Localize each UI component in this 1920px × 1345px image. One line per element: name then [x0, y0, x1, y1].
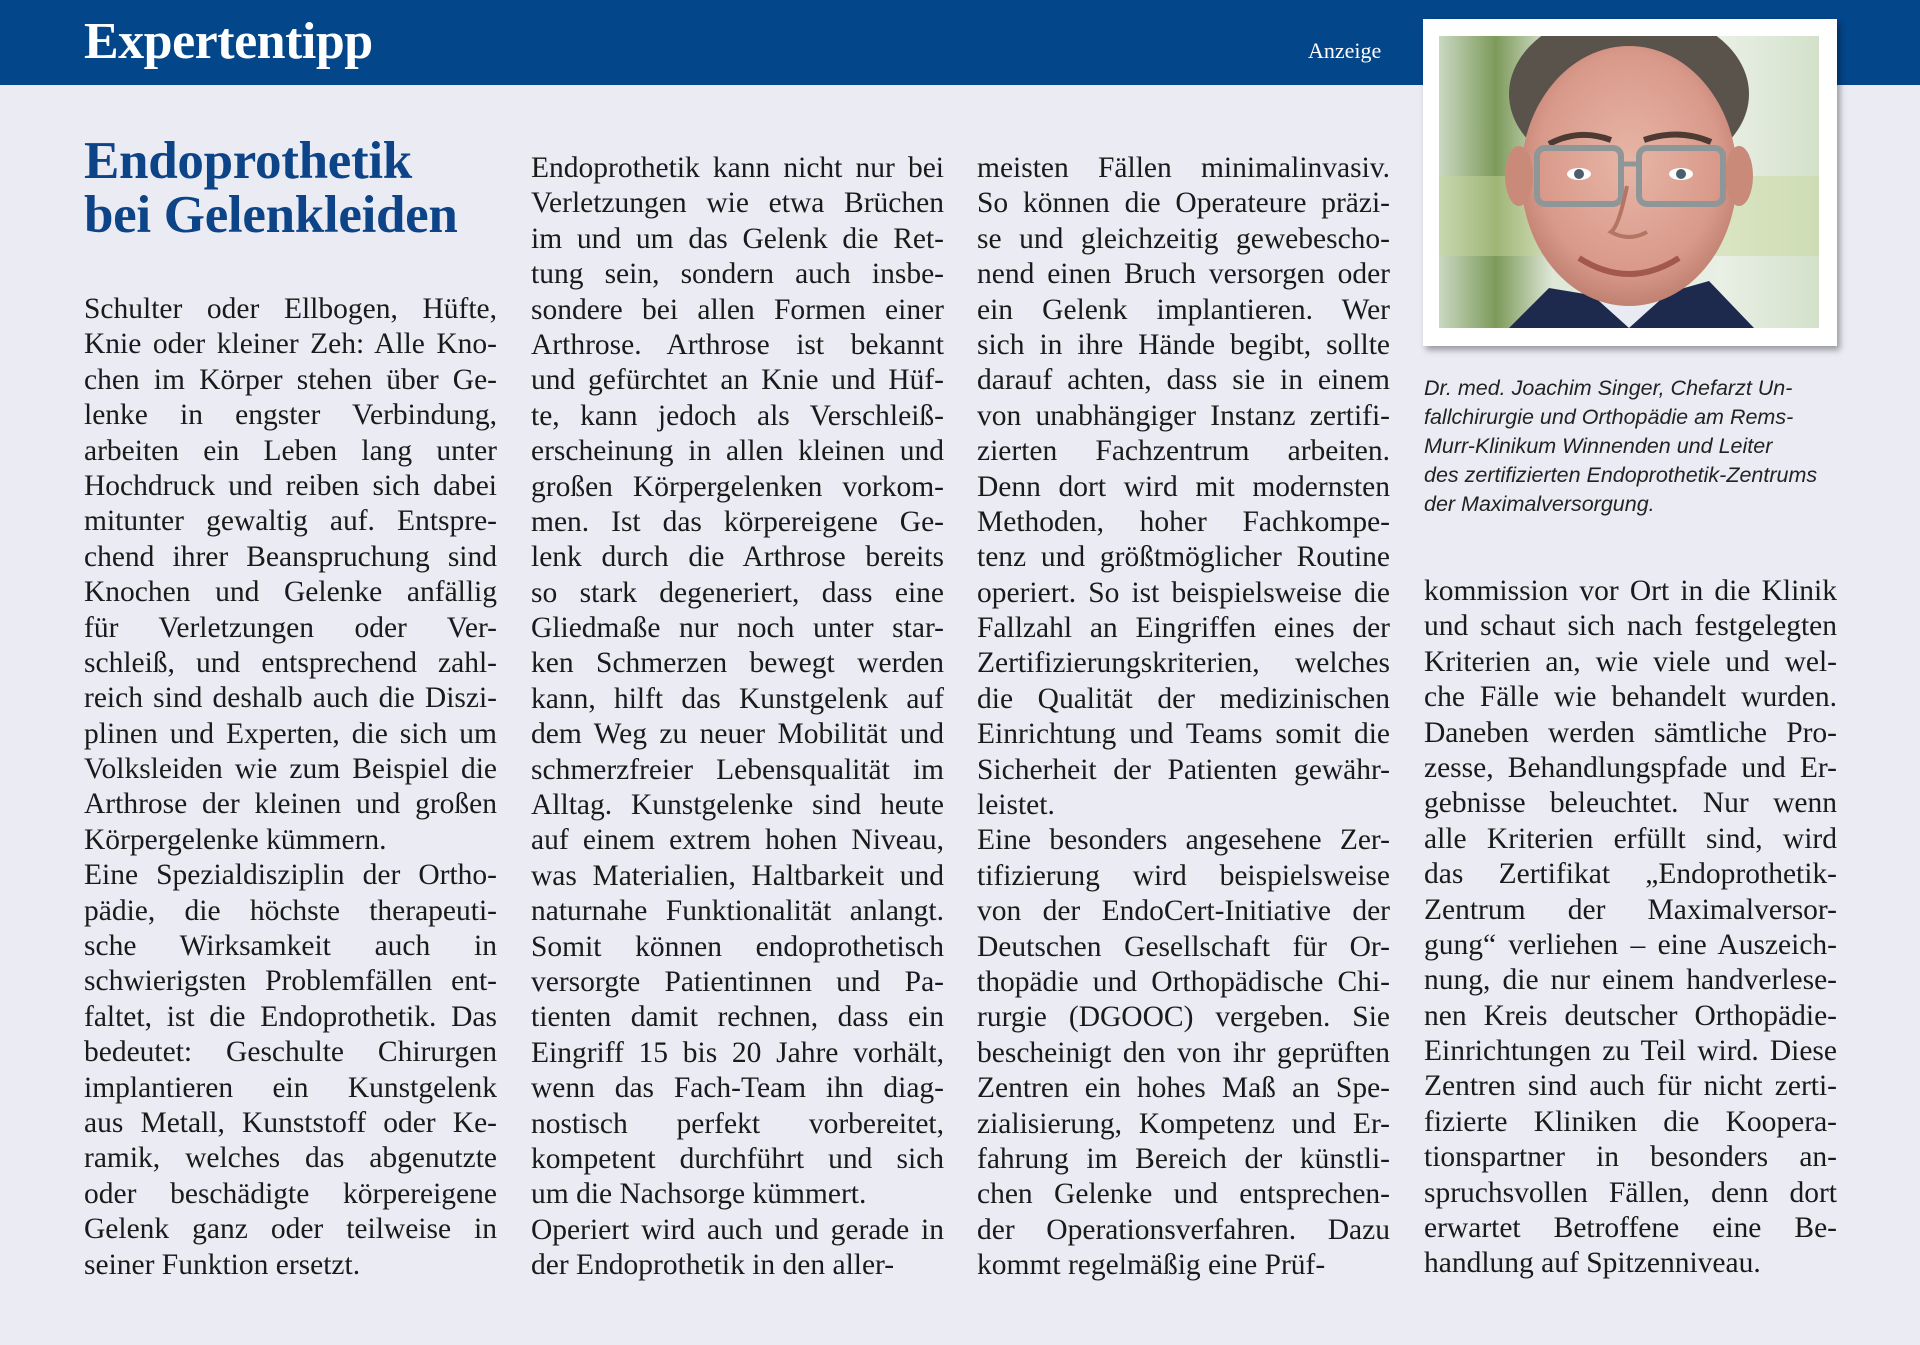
section-title: Expertentipp: [84, 13, 373, 70]
text-line: darauf achten, dass sie in einem: [977, 364, 1390, 397]
text-line: Kriterien an, wie viele und wel-: [1424, 645, 1837, 678]
text-line: bedeutet: Geschulte Chirurgen: [84, 1036, 497, 1069]
text-line: chen im Körper stehen über Ge-: [84, 363, 497, 396]
headline-line: Endoprothetik: [84, 132, 412, 190]
text-line: implantieren ein Kunstgelenk: [84, 1071, 497, 1104]
article-column-2: [531, 151, 944, 1284]
text-line: seiner Funktion ersetzt.: [84, 1248, 361, 1281]
text-line: Methoden, hoher Fachkompe-: [977, 505, 1390, 538]
text-line: naturnahe Funktionalität anlangt.: [531, 895, 944, 928]
text-line: Zentrum der Maximalversor-: [1424, 893, 1837, 926]
text-line: tifizierung wird beispielsweise: [977, 859, 1390, 892]
text-line: das Zertifikat „Endoprothetik-: [1424, 858, 1837, 891]
text-line: tionspartner in besonders an-: [1424, 1141, 1837, 1174]
text-line: handlung auf Spitzenniveau.: [1424, 1247, 1761, 1280]
text-line: Daneben werden sämtliche Pro-: [1424, 716, 1837, 749]
text-line: wenn das Fach-Team ihn diag-: [531, 1072, 944, 1105]
text-line: Denn dort wird mit modernsten: [977, 470, 1390, 503]
text-line: sich in ihre Hände begibt, sollte: [977, 328, 1390, 361]
portrait-photo-icon: [1439, 36, 1819, 328]
portrait-frame: [1423, 19, 1837, 346]
text-line: die Qualität der medizinischen: [977, 682, 1390, 715]
text-line: auf einem extrem hohen Niveau,: [531, 824, 944, 857]
text-line: um die Nachsorge kümmert.: [531, 1178, 867, 1211]
text-line: der Endoprothetik in den aller-: [531, 1249, 895, 1282]
caption-line: fallchirurgie und Orthopädie am Rems-: [1424, 405, 1794, 429]
text-line: Knochen und Gelenke anfällig: [84, 576, 497, 609]
article-column-1: [84, 292, 497, 1283]
portrait-caption: [1424, 374, 1844, 519]
text-line: zialisierung, Kompetenz und Er-: [977, 1107, 1390, 1140]
text-line: So können die Operateure präzi-: [977, 187, 1390, 220]
text-line: te, kann jedoch als Verschleiß-: [531, 399, 944, 432]
text-line: erwartet Betroffene eine Be-: [1424, 1212, 1837, 1245]
text-line: Eine Spezialdisziplin der Ortho-: [84, 859, 497, 892]
text-line: nung, die nur einem handverlese-: [1424, 964, 1837, 997]
advertisement-label: Anzeige: [1308, 38, 1382, 63]
text-line: mitunter gewaltig auf. Entspre-: [84, 505, 497, 538]
text-line: leistet.: [977, 789, 1055, 822]
text-line: sondere bei allen Formen einer: [531, 293, 944, 326]
text-line: kommt regelmäßig eine Prüf-: [977, 1249, 1326, 1282]
text-line: Zentren ein hohes Maß an Spe-: [977, 1072, 1390, 1105]
text-line: che Fälle wie behandelt wurden.: [1424, 681, 1837, 714]
text-line: tenz und größtmöglicher Routine: [977, 541, 1390, 574]
caption-line: des zertifizierten Endoprothetik-Zentrums: [1424, 463, 1818, 487]
text-line: kann, hilft das Kunstgelenk auf: [531, 682, 944, 715]
text-line: was Materialien, Haltbarkeit und: [531, 859, 944, 892]
text-line: lenke in engster Verbindung,: [84, 399, 497, 432]
text-line: Alltag. Kunstgelenke sind heute: [531, 789, 944, 822]
text-line: Operiert wird auch und gerade in: [531, 1213, 944, 1246]
text-line: versorgte Patientinnen und Pa-: [531, 965, 944, 998]
headline-line: bei Gelenkleiden: [84, 186, 458, 244]
text-line: großen Körpergelenken vorkom-: [531, 470, 944, 503]
article-headline: [84, 134, 458, 242]
text-line: zesse, Behandlungspfade und Er-: [1424, 751, 1837, 784]
text-line: Körpergelenke kümmern.: [84, 823, 387, 856]
text-line: Arthrose. Arthrose ist bekannt: [531, 328, 944, 361]
text-line: der Operationsverfahren. Dazu: [977, 1213, 1390, 1246]
text-line: meisten Fällen minimalinvasiv.: [977, 152, 1390, 184]
article-column-4: [1424, 574, 1837, 1282]
text-line: tienten damit rechnen, dass ein: [531, 1001, 944, 1034]
text-line: Gliedmaße nur noch unter star-: [531, 612, 944, 645]
text-line: arbeiten ein Leben lang unter: [84, 434, 497, 467]
text-line: bescheinigt den von ihr geprüften: [977, 1036, 1390, 1069]
text-line: sche Wirksamkeit auch in: [84, 930, 497, 963]
text-line: Einrichtungen zu Teil wird. Diese: [1424, 1035, 1837, 1068]
text-line: Fallzahl an Eingriffen eines der: [977, 612, 1390, 645]
text-line: und gefürchtet an Knie und Hüf-: [531, 364, 944, 397]
text-line: Endoprothetik kann nicht nur bei: [531, 152, 944, 184]
text-line: kompetent durchführt und sich: [531, 1142, 944, 1175]
text-line: gung“ verliehen – eine Auszeich-: [1424, 928, 1837, 961]
text-line: dem Weg zu neuer Mobilität und: [531, 718, 944, 751]
article-column-3: [977, 151, 1390, 1284]
text-line: erscheinung in allen kleinen und: [531, 435, 944, 468]
text-line: zierten Fachzentrum arbeiten.: [977, 435, 1390, 468]
text-line: lenk durch die Arthrose bereits: [531, 541, 944, 574]
text-line: chen Gelenke und entsprechen-: [977, 1178, 1390, 1211]
text-line: Zertifizierungskriterien, welches: [977, 647, 1390, 680]
text-line: fahrung im Bereich der künstli-: [977, 1142, 1390, 1175]
text-line: und schaut sich nach festgelegten: [1424, 610, 1837, 643]
text-line: ein Gelenk implantieren. Wer: [977, 293, 1390, 326]
text-line: thopädie und Orthopädische Chi-: [977, 965, 1390, 998]
text-line: kommission vor Ort in die Klinik: [1424, 575, 1837, 607]
text-line: operiert. So ist beispielsweise die: [977, 576, 1390, 609]
text-line: tung sein, sondern auch insbe-: [531, 258, 944, 291]
text-line: Eine besonders angesehene Zer-: [977, 824, 1390, 857]
text-line: von der EndoCert-Initiative der: [977, 895, 1390, 928]
text-line: Schulter oder Ellbogen, Hüfte,: [84, 293, 497, 325]
text-line: so stark degeneriert, dass eine: [531, 576, 944, 609]
text-line: schleiß, und entsprechend zahl-: [84, 646, 497, 679]
text-line: rurgie (DGOOC) vergeben. Sie: [977, 1001, 1390, 1034]
text-line: nend einen Bruch versorgen oder: [977, 258, 1390, 291]
caption-line: Murr-Klinikum Winnenden und Leiter: [1424, 434, 1773, 458]
text-line: faltet, ist die Endoprothetik. Das: [84, 1000, 497, 1033]
text-line: se und gleichzeitig gewebescho-: [977, 222, 1390, 255]
text-line: Deutschen Gesellschaft für Or-: [977, 930, 1390, 963]
text-line: Sicherheit der Patienten gewähr-: [977, 753, 1390, 786]
text-line: ken Schmerzen bewegt werden: [531, 647, 944, 680]
text-line: aus Metall, Kunststoff oder Ke-: [84, 1106, 497, 1139]
text-line: men. Ist das körpereigene Ge-: [531, 505, 944, 538]
text-line: oder beschädigte körpereigene: [84, 1177, 497, 1210]
caption-line: der Maximalversorgung.: [1424, 492, 1655, 516]
text-line: Einrichtung und Teams somit die: [977, 718, 1390, 751]
text-line: nostisch perfekt vorbereitet,: [531, 1107, 944, 1140]
text-line: Somit können endoprothetisch: [531, 930, 944, 963]
text-line: Hochdruck und reiben sich dabei: [84, 469, 497, 502]
text-line: Verletzungen wie etwa Brüchen: [531, 187, 944, 220]
text-line: schmerzfreier Lebensqualität im: [531, 753, 944, 786]
text-line: pädie, die höchste therapeuti-: [84, 894, 497, 927]
text-line: Eingriff 15 bis 20 Jahre vorhält,: [531, 1036, 944, 1069]
text-line: plinen und Experten, die sich um: [84, 717, 497, 750]
text-line: Volksleiden wie zum Beispiel die: [84, 753, 497, 786]
text-line: Gelenk ganz oder teilweise in: [84, 1213, 497, 1246]
text-line: Zentren sind auch für nicht zerti-: [1424, 1070, 1837, 1103]
text-line: Knie oder kleiner Zeh: Alle Kno-: [84, 328, 497, 361]
text-line: chend ihrer Beanspruchung sind: [84, 540, 497, 573]
text-line: reich sind deshalb auch die Diszi-: [84, 682, 497, 715]
caption-line: Dr. med. Joachim Singer, Chefarzt Un-: [1424, 376, 1793, 400]
text-line: im und um das Gelenk die Ret-: [531, 222, 944, 255]
text-line: fizierte Kliniken die Koopera-: [1424, 1105, 1837, 1138]
text-line: spruchsvollen Fällen, denn dort: [1424, 1176, 1837, 1209]
text-line: nen Kreis deutscher Orthopädie-: [1424, 999, 1837, 1032]
text-line: ramik, welches das abgenutzte: [84, 1142, 497, 1175]
text-line: alle Kriterien erfüllt sind, wird: [1424, 822, 1837, 855]
text-line: von unabhängiger Instanz zertifi-: [977, 399, 1390, 432]
text-line: für Verletzungen oder Ver-: [84, 611, 497, 644]
text-line: Arthrose der kleinen und großen: [84, 788, 497, 821]
text-line: schwierigsten Problemfällen ent-: [84, 965, 497, 998]
text-line: gebnisse beleuchtet. Nur wenn: [1424, 787, 1837, 820]
